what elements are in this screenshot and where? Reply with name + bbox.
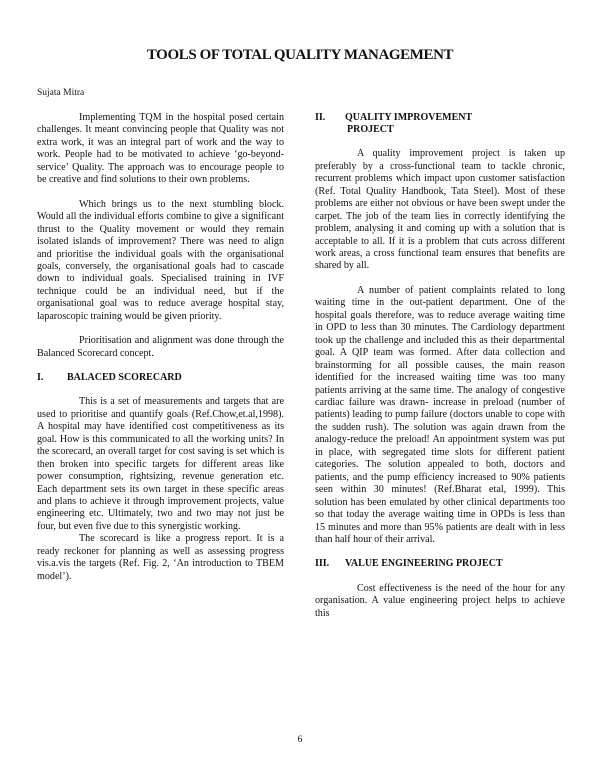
section-title: BALACED SCORECARD: [67, 372, 182, 384]
author-name: Sujata Mitra: [37, 88, 85, 98]
section-title-line2: PROJECT: [347, 124, 394, 136]
section-heading-balanced-scorecard: [37, 372, 284, 384]
paragraph: Cost effectiveness is the need of the hour for any organisation. A value engineering project helps to achieve this: [315, 582, 565, 619]
right-column: [315, 112, 565, 620]
section-heading-quality-improvement-project: [315, 112, 565, 136]
section-number: III.: [315, 558, 330, 570]
paragraph: A number of patient complaints related to long waiting time in the out-patient department. One of the hospital goals therefore, was to reduce average waiting time in OPD to less than 30 minutes. The Cardiology department took up the challenge and included this as their departmental goal. A QIP team was formed. After data collection and brainstorming for all possible causes, the main reason identified for the increased waiting time was too many patients arriving at the same time. The analogy of congestive cardiac failure was drawn- increase in preload (number of patients) leading to pump failure (doctors unable to cope with the sudden rush). The solution was again drawn from the analogy-reduce the preload! An appointment system was put in place, with segregated time slots for different patient categories. The solution appealed to both, doctors and patients, and the pump efficiency increased to 90% patients seen within 30 minutes! (Ref.Bharat etal, 1999). This solution has been emulated by other clinical departments too so that today the average waiting time in OPDs is less than 15 minutes and more than 95% patients are dealt with in less than half hour of their arrival.: [315, 284, 565, 545]
paragraph: The scorecard is like a progress report. It is a ready reckoner for planning as well as assessing progress vis.a.vis the targets (Ref. Fig. 2, ‘An introduction to TBEM model’).: [37, 533, 284, 582]
section-title: QUALITY IMPROVEMENT: [345, 112, 473, 123]
section-number: I.: [37, 372, 44, 384]
page-title: TOOLS OF TOTAL QUALITY MANAGEMENT: [146, 47, 454, 63]
paragraph: A quality improvement project is taken up preferably by a cross-functional team to tackle chronic, recurrent problems which impact upon customer satisfaction (Ref. Total Quality Handbook, Tata Steel). Most of these problems are either not obvious or have been swept under the carpet. The job of the team lies in correctly identifying the problem, analysing it and coming up with a solution that is acceptable to all. If it is a problem that cuts across different work areas, a cross functional team ensures that benefits are shared by all.: [315, 148, 565, 272]
paragraph: This is a set of measurements and targets that are used to prioritise and quantify goals (Ref.Chow,et.al,1998). A hospital may have identified cost competitiveness as its goal. How is this communicated to all the working units? In the scorecard, an overall target for cost saving is set which is then broken into specific targets for different areas like power consumption, rightsizing, revenue generation etc. Each department sets its own target in these specific areas and plans to achieve it through improvement projects, value engineering etc. Ultimately, two and two may not just be four, but even five due to this synergistic working.: [37, 396, 284, 532]
paragraph: Prioritisation and alignment was done through the Balanced Scorecard concept.: [37, 335, 284, 359]
section-number: II.: [315, 112, 326, 123]
section-heading-value-engineering-project: [315, 558, 565, 570]
paragraph: Which brings us to the next stumbling block. Would all the individual efforts combine to give a significant thrust to the Quality movement or would they remain isolated islands of improvement? There was need to align and prioritise the individual goals with the organisational goals, conversely, the organisational goals had to cascade down to individual goals. Specialised training in IVF technique could be an individual need, but if the organisational goal was to reduce average hospital stay, laparoscopic training would be given priority.: [37, 198, 284, 322]
page-number: 6: [297, 735, 303, 745]
paragraph: Implementing TQM in the hospital posed certain challenges. It meant convincing people that Quality was not extra work, it was an integral part of work and the way to work. People had to be motivated to achieve ‘go-beyond-service’ Quality. The approach was to encourage people to be creative and find solutions to their own problems.: [37, 112, 284, 186]
section-title: VALUE ENGINEERING PROJECT: [345, 558, 503, 570]
left-column: [37, 112, 284, 583]
